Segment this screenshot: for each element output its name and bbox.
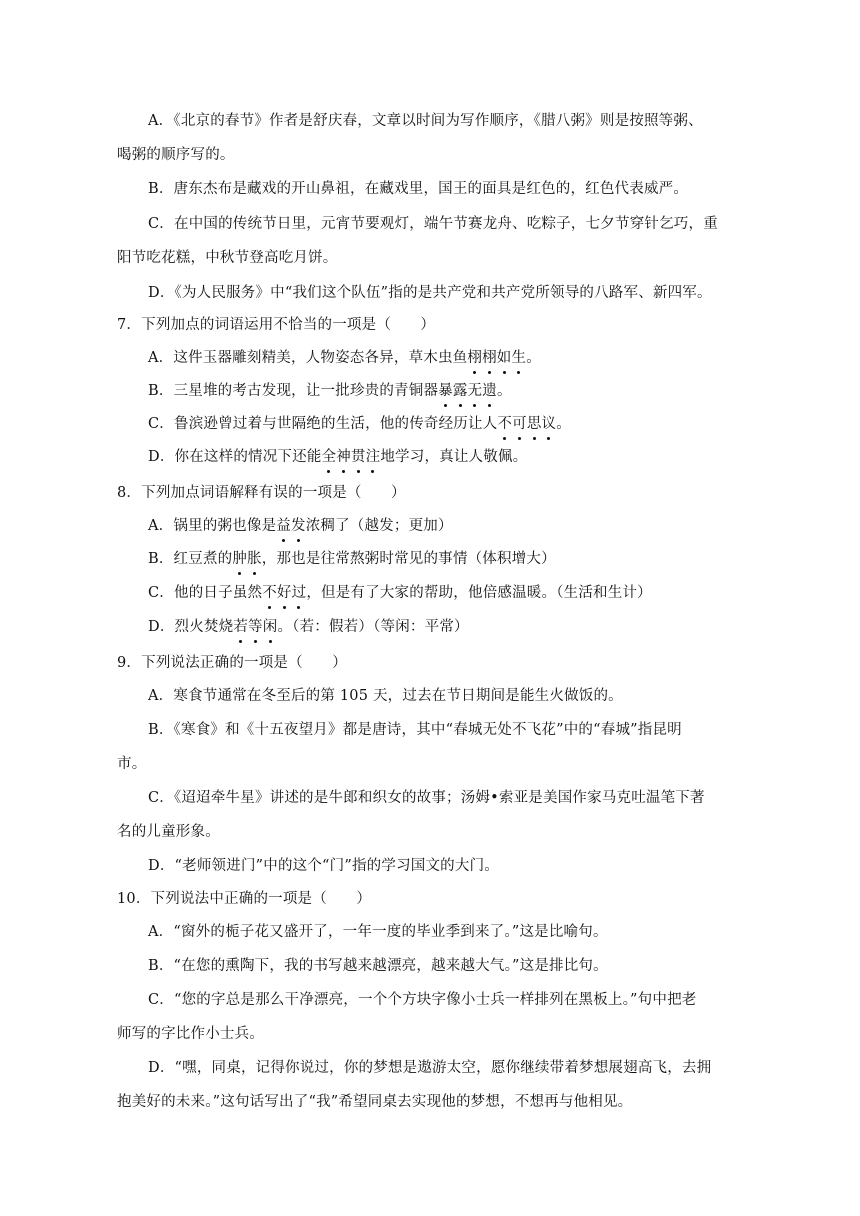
q10-option-c-line-2: 师写的字比作小士兵。 [117,1026,264,1042]
q10-option-c-line-1: C．“您的字总是那么干净漂亮，一个个方块字像小士兵一样排列在黑板上。”句中把老 [148,992,697,1008]
q8-d-text: D．烈火焚烧 [148,619,234,635]
q7-c-text: C．鲁滨逊曾过着与世隔绝的生活，他的传奇经历让人 [148,416,498,432]
emphasis-dot-char: 如 [496,350,512,366]
q7-b-end: 。 [496,383,512,399]
q9-option-b-line-1: B．《寒食》和《十五夜望月》都是唐诗，其中“春城无处不飞花”中的“春城”指昆明 [148,722,682,738]
emphasis-dot-char: 遗 [482,383,497,399]
q10-option-a: A．“窗外的栀子花又盛开了，一年一度的毕业季到来了。”这是比喻句。 [148,924,608,940]
q8-c-text: C．他的日子虽然 [148,585,263,601]
q7-option-b [148,381,512,401]
q7-option-c [148,414,571,434]
q8-a-text: A．锅里的粥也像是 [148,518,277,534]
emphasis-dot-char: 益 [276,518,291,534]
emphasis-dot-char: 露 [452,383,468,399]
emphasis-dot-char: 若 [233,619,249,635]
q10-option-b: B．“在您的熏陶下，我的书写越来越漂亮，越来越大气。”这是排比句。 [148,958,608,974]
q9-option-c-line-1: C．《迢迢牵牛星》讲述的是牛郎和织女的故事；汤姆•索亚是美国作家马克吐温笔下著 [148,790,705,806]
emphasis-dot-char: 好 [276,585,292,601]
q7-a-text: A．这件玉器雕刻精美，人物姿态各异，草木虫鱼 [148,350,468,366]
emphasis-dot-char: 肿 [232,551,248,567]
q8-b-end: ，那也是往常熬粥时常见的事情（体积增大） [261,551,556,567]
q8-d-end: 。（若：假若）（等闲：平常） [277,619,469,635]
q7-a-end: 。 [526,350,541,366]
q8-a-end: 浓稠了（越发；更加） [305,518,453,534]
question-7-stem: 7．下列加点的词语运用不恰当的一项是（ ） [117,317,436,333]
q10-option-d-line-1: D．“嘿，同桌，记得你说过，你的梦想是遨游太空，愿你继续带着梦想展翅高飞，去拥 [148,1060,712,1076]
question-10-stem: 10．下列说法中正确的一项是（ ） [117,891,372,907]
q7-c-dotted-word [497,416,556,432]
q8-c-end: ，但是有了大家的帮助，他倍感温暖。（生活和生计） [306,585,652,601]
q8-c-dotted-word [262,585,306,601]
question-8-stem: 8．下列加点词语解释有误的一项是（ ） [117,485,406,501]
q10-option-d-line-2: 抱美好的未来。”这句话写出了“我”希望同桌去实现他的梦想，不想再与他相见。 [117,1094,633,1110]
q8-option-b [148,549,556,569]
q8-option-c [148,583,652,603]
emphasis-dot-char: 思 [526,416,542,432]
q9-option-b-line-2: 市。 [117,756,147,772]
emphasis-dot-char: 胀 [247,551,262,567]
q8-d-dotted-word-2 [248,619,277,635]
emphasis-dot-char: 无 [467,383,483,399]
option-a-line-2: 喝粥的顺序写的。 [117,147,235,163]
q7-b-dotted-word [438,383,497,399]
emphasis-dot-char: 注 [365,449,381,465]
emphasis-dot-char: 不 [262,585,277,601]
q8-b-dotted-word [232,551,261,567]
emphasis-dot-char: 过 [291,585,307,601]
emphasis-dot-char: 议 [541,416,557,432]
emphasis-dot-char: 贯 [350,449,366,465]
q7-d-end: 地学习，真让人敬佩。 [380,449,528,465]
q7-d-text: D．你在这样的情况下还能 [148,449,322,465]
q8-a-dotted-word [276,518,305,534]
emphasis-dot-char: 神 [336,449,351,465]
emphasis-dot-char: 不 [497,416,513,432]
q8-option-a [148,516,453,536]
q8-d-dotted-word-1 [233,619,248,635]
emphasis-dot-char: 栩 [482,350,497,366]
emphasis-dot-char: 生 [511,350,527,366]
q7-b-text: B．三星堆的考古发现，让一批珍贵的青铜器 [148,383,439,399]
q7-d-dotted-word [322,449,381,465]
question-9-stem: 9．下列说法正确的一项是（ ） [117,655,347,671]
q7-option-d [148,447,527,467]
q7-c-end: 。 [556,416,571,432]
option-d: D．《为人民服务》中“我们这个队伍”指的是共产党和共产党所领导的八路军、新四军。 [148,285,712,301]
emphasis-dot-char: 发 [290,518,306,534]
option-c-line-1: C．在中国的传统节日里，元宵节要观灯，端午节赛龙舟、吃粽子，七夕节穿针乞巧，重 [148,216,718,232]
emphasis-dot-char: 闲 [262,619,278,635]
q7-a-dotted-word [467,350,526,366]
emphasis-dot-char: 可 [512,416,527,432]
q9-option-c-line-2: 名的儿童形象。 [117,824,220,840]
q9-option-a: A．寒食节通常在冬至后的第 105 天，过去在节日期间是能生火做饭的。 [148,688,623,704]
q7-option-a [148,348,541,368]
emphasis-dot-char: 栩 [467,350,483,366]
emphasis-dot-char: 等 [248,619,263,635]
q8-b-text: B．红豆煮的 [148,551,233,567]
option-a-line-1: A．《北京的春节》作者是舒庆春，文章以时间为写作顺序，《腊八粥》则是按照等粥、 [148,113,703,129]
q8-option-d [148,617,469,637]
emphasis-dot-char: 全 [321,449,337,465]
option-b: B．唐东杰布是藏戏的开山鼻祖，在藏戏里，国王的面具是红色的，红色代表威严。 [148,181,689,197]
emphasis-dot-char: 暴 [438,383,453,399]
q9-option-d: D．“老师领进门”中的这个“门”指的学习国文的大门。 [148,858,499,874]
option-c-line-2: 阳节吃花糕，中秋节登高吃月饼。 [117,250,338,266]
